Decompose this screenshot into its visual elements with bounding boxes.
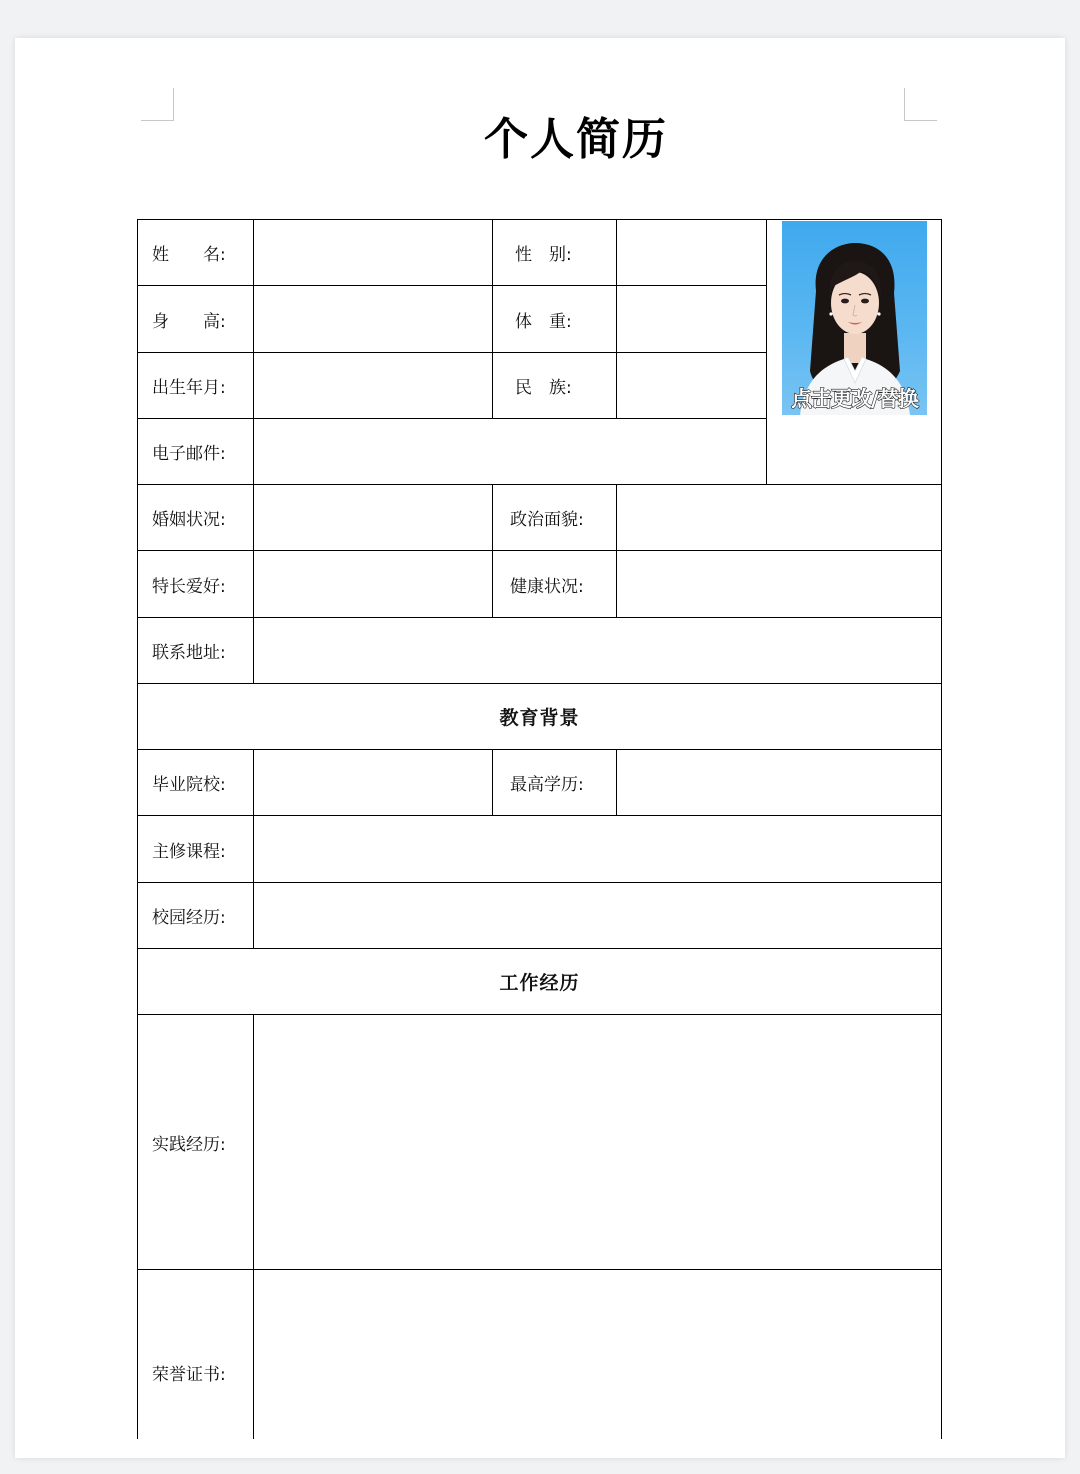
birth-field[interactable] [254, 353, 492, 418]
marital-label: 婚姻状况: [152, 510, 226, 530]
health-label: 健康状况: [510, 576, 584, 597]
birth-label: 出生年月: [152, 378, 226, 398]
height-field[interactable] [254, 286, 492, 352]
marital-field[interactable] [254, 485, 492, 550]
page-title: 个人简历 [484, 114, 668, 165]
honors-label: 荣誉证书: [152, 1364, 226, 1385]
practice-field[interactable] [254, 1015, 941, 1269]
photo-change-caption[interactable]: 点击更改/替换 [791, 387, 918, 411]
political-label: 政治面貌: [510, 510, 584, 530]
degree-label: 最高学历: [510, 775, 584, 795]
weight-label: 体 重: [515, 311, 572, 332]
weight-field[interactable] [617, 286, 766, 352]
address-field[interactable] [254, 618, 941, 683]
height-label: 身 高: [152, 311, 226, 332]
work-heading: 工作经历 [499, 972, 580, 994]
campus-label: 校园经历: [152, 908, 226, 928]
email-field[interactable] [254, 419, 766, 484]
health-field[interactable] [617, 551, 941, 617]
hobbies-field[interactable] [254, 551, 492, 617]
practice-label: 实践经历: [152, 1134, 226, 1155]
ethnicity-field[interactable] [617, 353, 766, 418]
degree-field[interactable] [617, 750, 941, 815]
email-label: 电子邮件: [152, 444, 226, 464]
political-field[interactable] [617, 485, 941, 550]
school-field[interactable] [254, 750, 492, 815]
gender-label: 性 别: [515, 245, 572, 265]
name-field[interactable] [254, 220, 492, 285]
ethnicity-label: 民 族: [515, 378, 572, 398]
courses-label: 主修课程: [152, 841, 226, 862]
courses-field[interactable] [254, 816, 941, 882]
id-photo[interactable] [782, 221, 927, 415]
hobbies-label: 特长爱好: [152, 576, 226, 597]
name-label: 姓 名: [152, 245, 226, 265]
campus-field[interactable] [254, 883, 941, 948]
gender-field[interactable] [617, 220, 766, 285]
honors-field[interactable] [254, 1270, 941, 1439]
education-heading: 教育背景 [499, 707, 580, 729]
school-label: 毕业院校: [152, 775, 226, 795]
address-label: 联系地址: [152, 643, 226, 663]
